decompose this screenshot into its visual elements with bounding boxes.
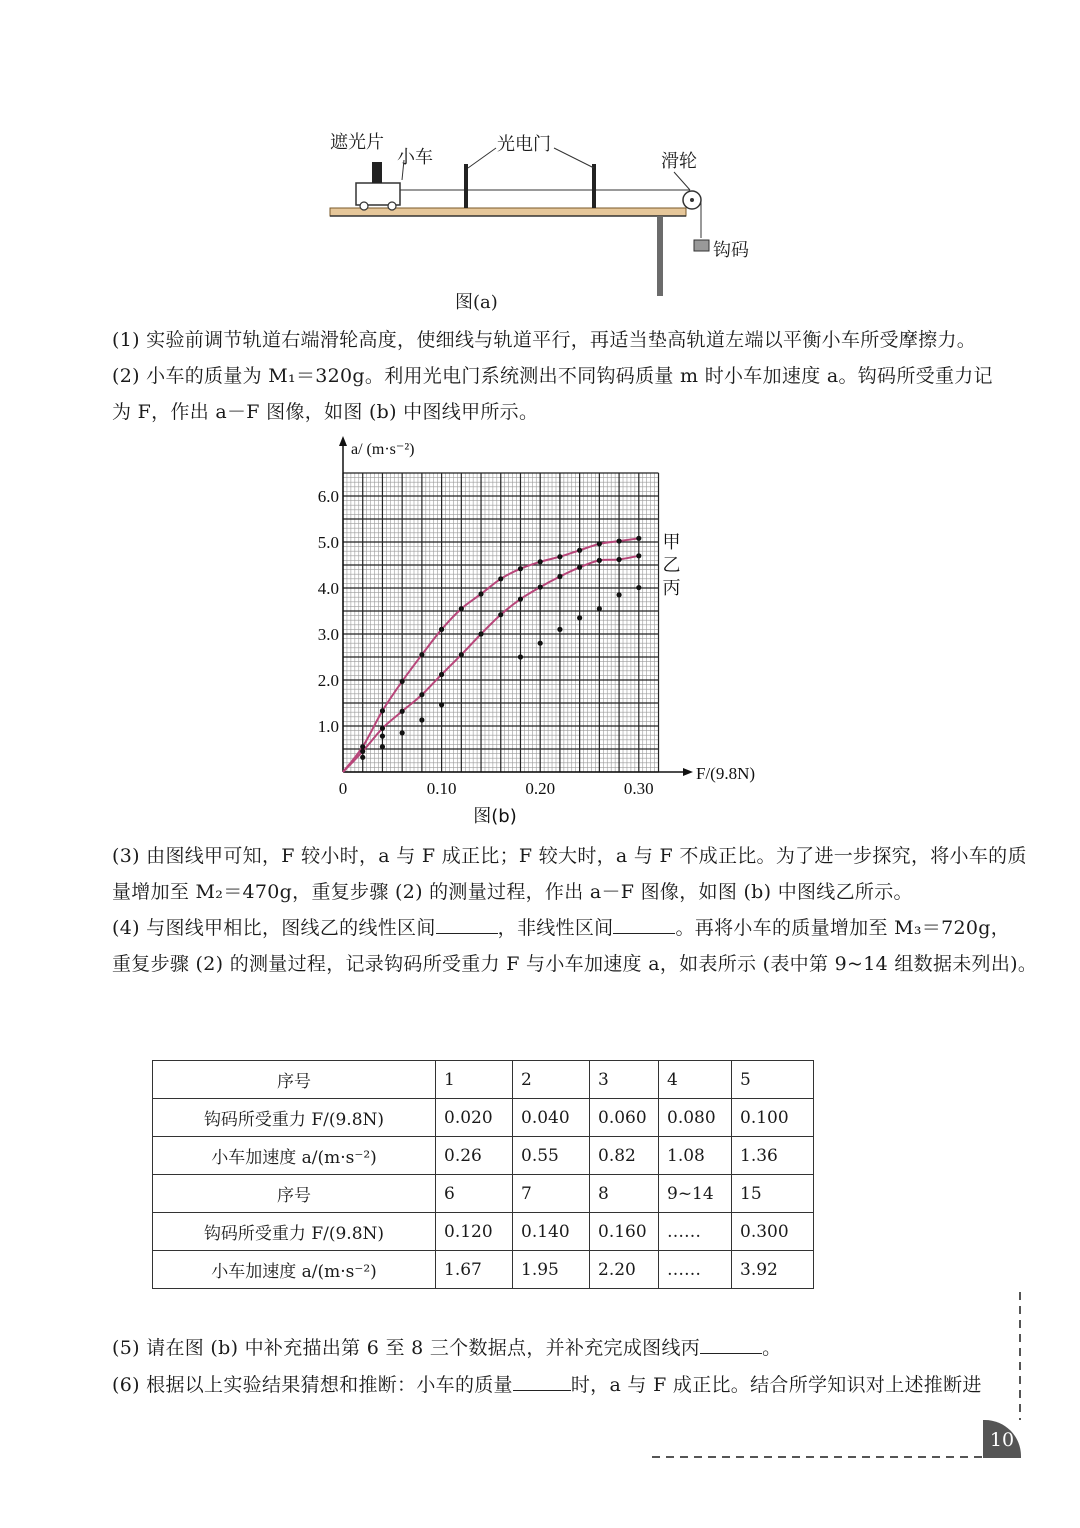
x-axis-arrow	[683, 768, 693, 776]
page-number: 10	[983, 1420, 1021, 1458]
x-tick-label: 0.10	[426, 779, 457, 798]
data-point-甲	[380, 708, 385, 713]
x-tick-label: 0.30	[623, 779, 654, 798]
question-2-line-2: 为 F，作出 a－F 图像，如图 (b) 中图线甲所示。	[112, 401, 539, 423]
table-cell: 0.300	[732, 1213, 814, 1251]
data-point-乙	[459, 652, 464, 657]
data-point-甲	[577, 548, 582, 553]
table-row	[153, 1061, 814, 1099]
y-tick-label: 3.0	[317, 625, 339, 644]
data-point-乙	[419, 692, 424, 697]
table-row-header: 钩码所受重力 F/(9.8N)	[153, 1099, 436, 1137]
curve-label: 甲	[662, 532, 681, 553]
data-point-乙	[478, 631, 483, 636]
question-4-text-c: 。再将小车的质量增加至 M₃＝720g，	[675, 917, 1011, 939]
data-point-丙	[360, 755, 365, 760]
question-6-text-a: (6) 根据以上实验结果猜想和推断：小车的质量	[112, 1374, 513, 1396]
table-row	[153, 1251, 814, 1289]
data-point-丙	[419, 717, 424, 722]
answer-blank-nonlinear-range[interactable]	[613, 911, 675, 934]
table-row-header: 序号	[153, 1061, 436, 1099]
table-row-header: 钩码所受重力 F/(9.8N)	[153, 1213, 436, 1251]
data-point-乙	[616, 557, 621, 562]
table-cell: 0.060	[590, 1099, 659, 1137]
data-point-乙	[498, 612, 503, 617]
label-shade-plate: 遮光片	[330, 132, 384, 153]
curve-label: 丙	[662, 578, 681, 599]
data-point-丙	[577, 615, 582, 620]
data-point-乙	[636, 553, 641, 558]
data-point-丙	[616, 592, 621, 597]
data-point-甲	[400, 679, 405, 684]
data-point-乙	[380, 726, 385, 731]
data-point-丙	[380, 734, 385, 739]
table-cell: 5	[732, 1061, 814, 1099]
question-1	[112, 322, 1012, 358]
data-point-乙	[557, 574, 562, 579]
data-point-甲	[360, 744, 365, 749]
curve-甲	[343, 538, 639, 772]
table-row	[153, 1137, 814, 1175]
data-point-甲	[439, 627, 444, 632]
table-cell: 2	[513, 1061, 590, 1099]
data-point-甲	[538, 559, 543, 564]
data-point-丙	[380, 744, 385, 749]
table-cell: 0.26	[436, 1137, 513, 1175]
x-tick-label: 0.20	[525, 779, 556, 798]
table-cell: ……	[659, 1213, 732, 1251]
table-cell: 1.36	[732, 1137, 814, 1175]
data-table	[152, 1060, 814, 1289]
question-1-text: (1) 实验前调节轨道右端滑轮高度，使细线与轨道平行，再适当垫高轨道左端以平衡小车所受摩擦力。	[112, 329, 977, 351]
y-tick-label: 6.0	[317, 487, 339, 506]
table-cell: 1.67	[436, 1251, 513, 1289]
data-point-乙	[518, 596, 523, 601]
table-cell: 8	[590, 1175, 659, 1213]
table-row-header: 序号	[153, 1175, 436, 1213]
table-cell: ……	[659, 1251, 732, 1289]
table-cell: 0.080	[659, 1099, 732, 1137]
table-cell: 3.92	[732, 1251, 814, 1289]
origin-label: 0	[338, 779, 348, 798]
data-point-甲	[597, 541, 602, 546]
table-cell: 4	[659, 1061, 732, 1099]
question-3-line-2: 量增加至 M₂＝470g，重复步骤 (2) 的测量过程，作出 a－F 图像，如图 (b) 中图线乙所示。	[112, 881, 913, 903]
question-4-line-2: 重复步骤 (2) 的测量过程，记录钩码所受重力 F 与小车加速度 a，如表所示 (表中第 9~14 组数据未列出)。	[112, 953, 1038, 975]
table-cell: 6	[436, 1175, 513, 1213]
answer-blank-linear-range[interactable]	[436, 911, 498, 934]
table-cell: 0.120	[436, 1213, 513, 1251]
data-point-丙	[597, 606, 602, 611]
table-cell: 0.160	[590, 1213, 659, 1251]
table-cell: 1.08	[659, 1137, 732, 1175]
table-cell: 0.020	[436, 1099, 513, 1137]
figure-b-chart	[290, 430, 790, 850]
x-axis-label: F/(9.8N)	[696, 764, 756, 783]
question-4-text-b: ，非线性区间	[497, 917, 614, 939]
table-row	[153, 1175, 814, 1213]
page-corner-dashed-border	[650, 1290, 1030, 1470]
data-point-乙	[400, 709, 405, 714]
y-axis-label: a/ (m·s⁻²)	[351, 441, 415, 458]
question-2	[112, 358, 1012, 430]
data-point-乙	[538, 584, 543, 589]
question-2-line-1: (2) 小车的质量为 M₁＝320g。利用光电门系统测出不同钩码质量 m 时小车加速度 a。钩码所受重力记	[112, 365, 993, 387]
data-point-甲	[616, 538, 621, 543]
curve-label: 乙	[662, 555, 681, 576]
data-point-丙	[557, 627, 562, 632]
table-cell: 0.100	[732, 1099, 814, 1137]
data-point-丙	[439, 702, 444, 707]
data-point-甲	[419, 652, 424, 657]
data-point-丙	[538, 641, 543, 646]
table-row-header: 小车加速度 a/(m·s⁻²)	[153, 1137, 436, 1175]
question-5-text-b: 。	[762, 1337, 782, 1359]
data-point-甲	[498, 576, 503, 581]
question-4-text-a: (4) 与图线甲相比，图线乙的线性区间	[112, 917, 436, 939]
figure-b-caption: 图(b)	[473, 806, 517, 827]
question-3-line-1: (3) 由图线甲可知，F 较小时，a 与 F 成正比；F 较大时，a 与 F 不成正比。为了进一步探究，将小车的质	[112, 845, 1027, 867]
data-point-甲	[636, 536, 641, 541]
data-point-甲	[478, 591, 483, 596]
data-point-甲	[518, 566, 523, 571]
y-tick-label: 2.0	[317, 671, 339, 690]
question-6-text-b: 时，a 与 F 成正比。结合所学知识对上述推断进	[570, 1374, 982, 1396]
answer-blank-mass-condition[interactable]	[513, 1368, 571, 1391]
table-cell: 0.82	[590, 1137, 659, 1175]
label-photogate: 光电门	[497, 134, 551, 155]
data-point-乙	[597, 558, 602, 563]
data-point-丙	[400, 730, 405, 735]
table-cell: 0.040	[513, 1099, 590, 1137]
table-row-header: 小车加速度 a/(m·s⁻²)	[153, 1251, 436, 1289]
question-4	[112, 910, 1038, 982]
y-tick-label: 4.0	[317, 579, 339, 598]
data-point-丙	[636, 585, 641, 590]
label-weight: 钩码	[713, 240, 749, 261]
table-cell: 9~14	[659, 1175, 732, 1213]
y-axis-arrow	[339, 436, 347, 446]
question-5-text-a: (5) 请在图 (b) 中补充描出第 6 至 8 三个数据点，并补充完成图线丙	[112, 1337, 701, 1359]
data-point-乙	[360, 749, 365, 754]
figure-a-caption: 图(a)	[455, 292, 498, 313]
data-point-丙	[518, 654, 523, 659]
data-point-乙	[439, 672, 444, 677]
table-cell: 0.55	[513, 1137, 590, 1175]
label-cart: 小车	[397, 147, 433, 168]
table-cell: 0.140	[513, 1213, 590, 1251]
data-point-乙	[577, 565, 582, 570]
table-cell: 3	[590, 1061, 659, 1099]
question-3	[112, 838, 1027, 910]
table-row	[153, 1099, 814, 1137]
table-cell: 1.95	[513, 1251, 590, 1289]
y-tick-label: 5.0	[317, 533, 339, 552]
table-row	[153, 1213, 814, 1251]
data-point-甲	[459, 606, 464, 611]
table-cell: 2.20	[590, 1251, 659, 1289]
table-cell: 1	[436, 1061, 513, 1099]
table-cell: 15	[732, 1175, 814, 1213]
y-tick-label: 1.0	[317, 717, 339, 736]
table-cell: 7	[513, 1175, 590, 1213]
label-pulley: 滑轮	[661, 151, 697, 172]
data-point-甲	[557, 554, 562, 559]
